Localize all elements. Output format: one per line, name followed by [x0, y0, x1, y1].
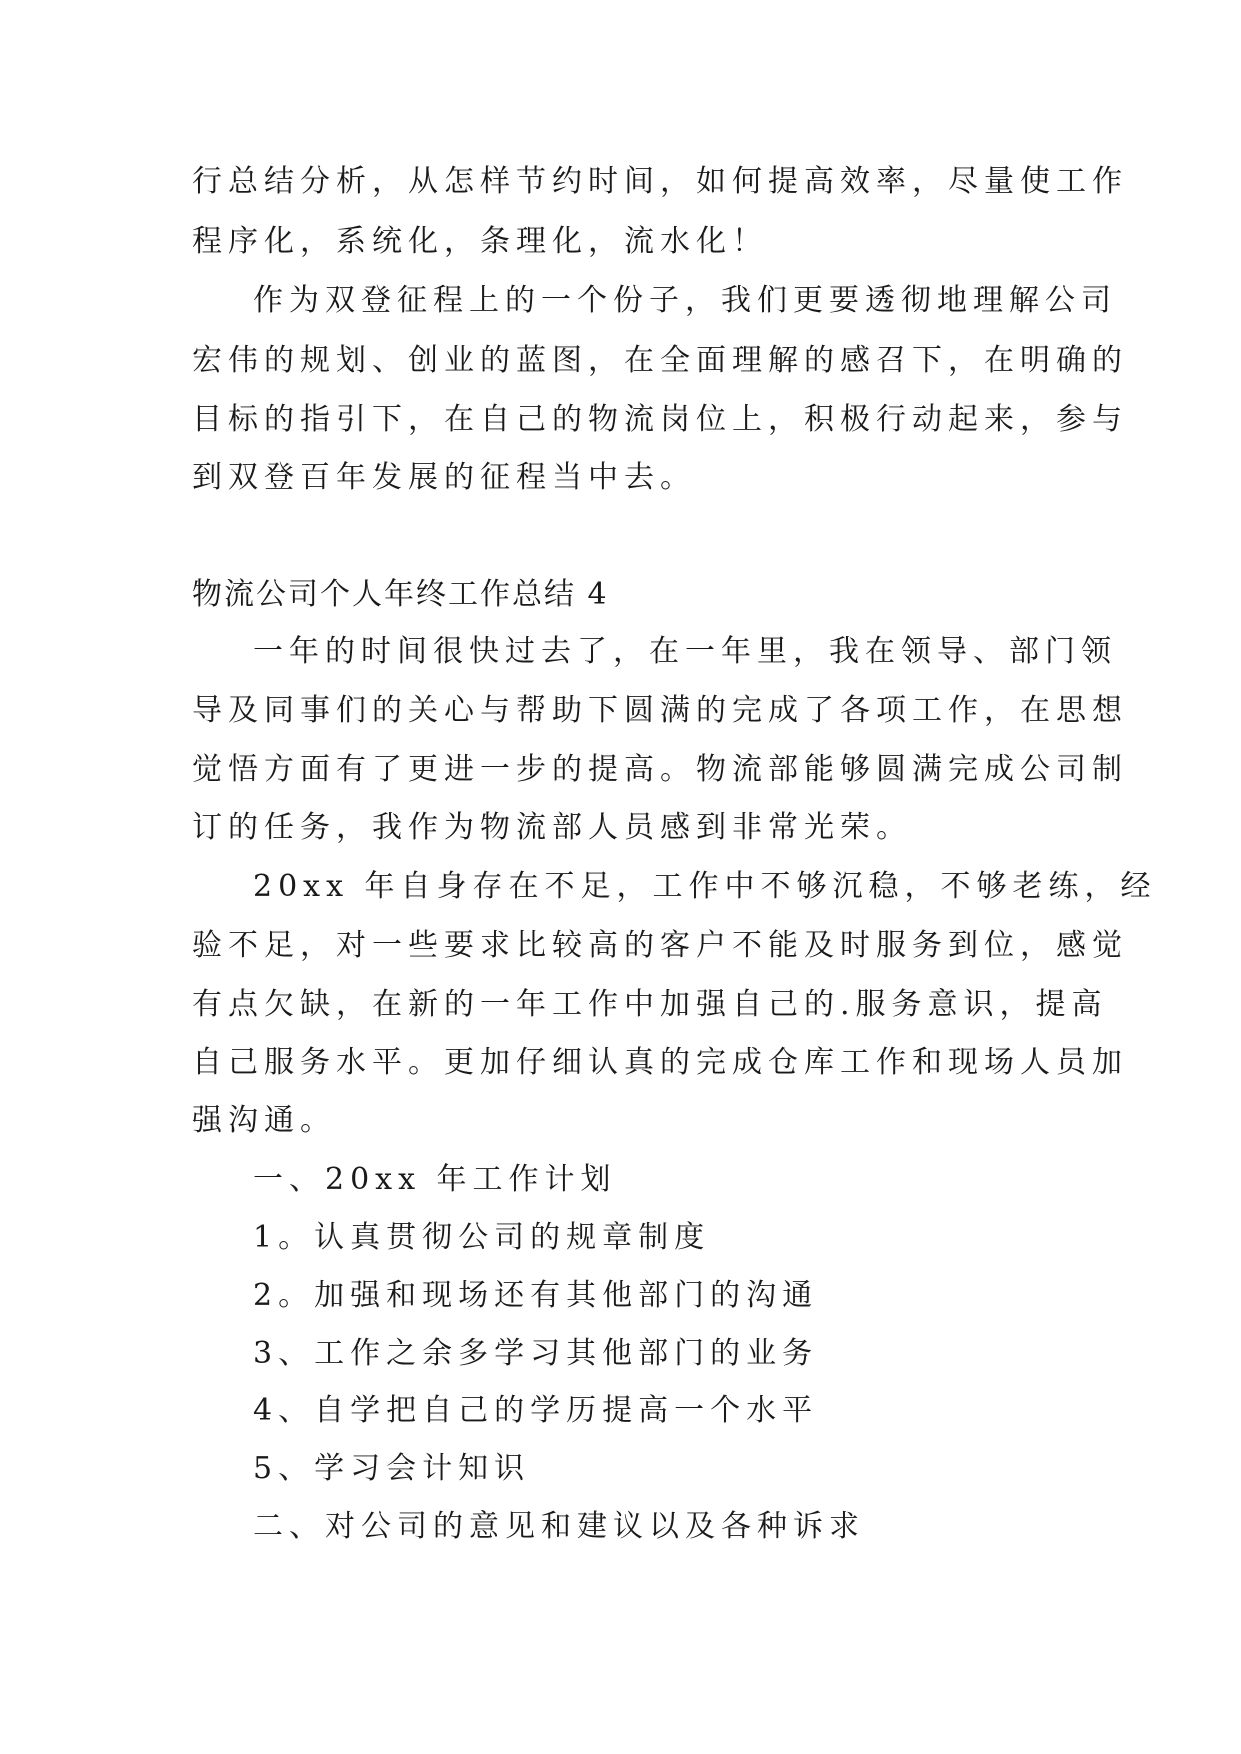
paragraph-line: 20xx 年自身存在不足，工作中不够沉稳，不够老练，经 [253, 869, 1157, 904]
paragraph-line: 强沟通。 [192, 1103, 336, 1138]
plan-item: 2。加强和现场还有其他部门的沟通 [253, 1278, 819, 1313]
paragraph-line: 一年的时间很快过去了，在一年里，我在领导、部门领 [253, 634, 1117, 669]
plan-item: 4、自学把自己的学历提高一个水平 [253, 1393, 819, 1428]
paragraph-line: 导及同事们的关心与帮助下圆满的完成了各项工作，在思想 [192, 693, 1128, 728]
plan-item: 3、工作之余多学习其他部门的业务 [253, 1336, 819, 1371]
paragraph-line: 目标的指引下，在自己的物流岗位上，积极行动起来，参与 [192, 402, 1128, 437]
paragraph-line: 宏伟的规划、创业的蓝图，在全面理解的感召下，在明确的 [192, 343, 1128, 378]
paragraph-line: 到双登百年发展的征程当中去。 [192, 460, 696, 495]
suggestion-heading: 二、对公司的意见和建议以及各种诉求 [253, 1509, 865, 1544]
plan-item: 5、学习会计知识 [253, 1451, 531, 1486]
plan-item: 1。认真贯彻公司的规章制度 [253, 1220, 711, 1255]
section-title: 物流公司个人年终工作总结 4 [192, 577, 609, 612]
paragraph-line: 程序化，系统化，条理化，流水化！ [192, 224, 768, 259]
paragraph-line: 作为双登征程上的一个份子，我们更要透彻地理解公司 [253, 283, 1117, 318]
paragraph-line: 行总结分析，从怎样节约时间，如何提高效率，尽量使工作 [192, 164, 1128, 199]
paragraph-line: 觉悟方面有了更进一步的提高。物流部能够圆满完成公司制 [192, 752, 1128, 787]
paragraph-line: 验不足，对一些要求比较高的客户不能及时服务到位，感觉 [192, 928, 1128, 963]
paragraph-line: 订的任务，我作为物流部人员感到非常光荣。 [192, 810, 912, 845]
paragraph-line: 有点欠缺，在新的一年工作中加强自己的.服务意识，提高 [192, 987, 1108, 1022]
plan-heading: 一、20xx 年工作计划 [253, 1162, 617, 1197]
paragraph-line: 自己服务水平。更加仔细认真的完成仓库工作和现场人员加 [192, 1045, 1128, 1080]
